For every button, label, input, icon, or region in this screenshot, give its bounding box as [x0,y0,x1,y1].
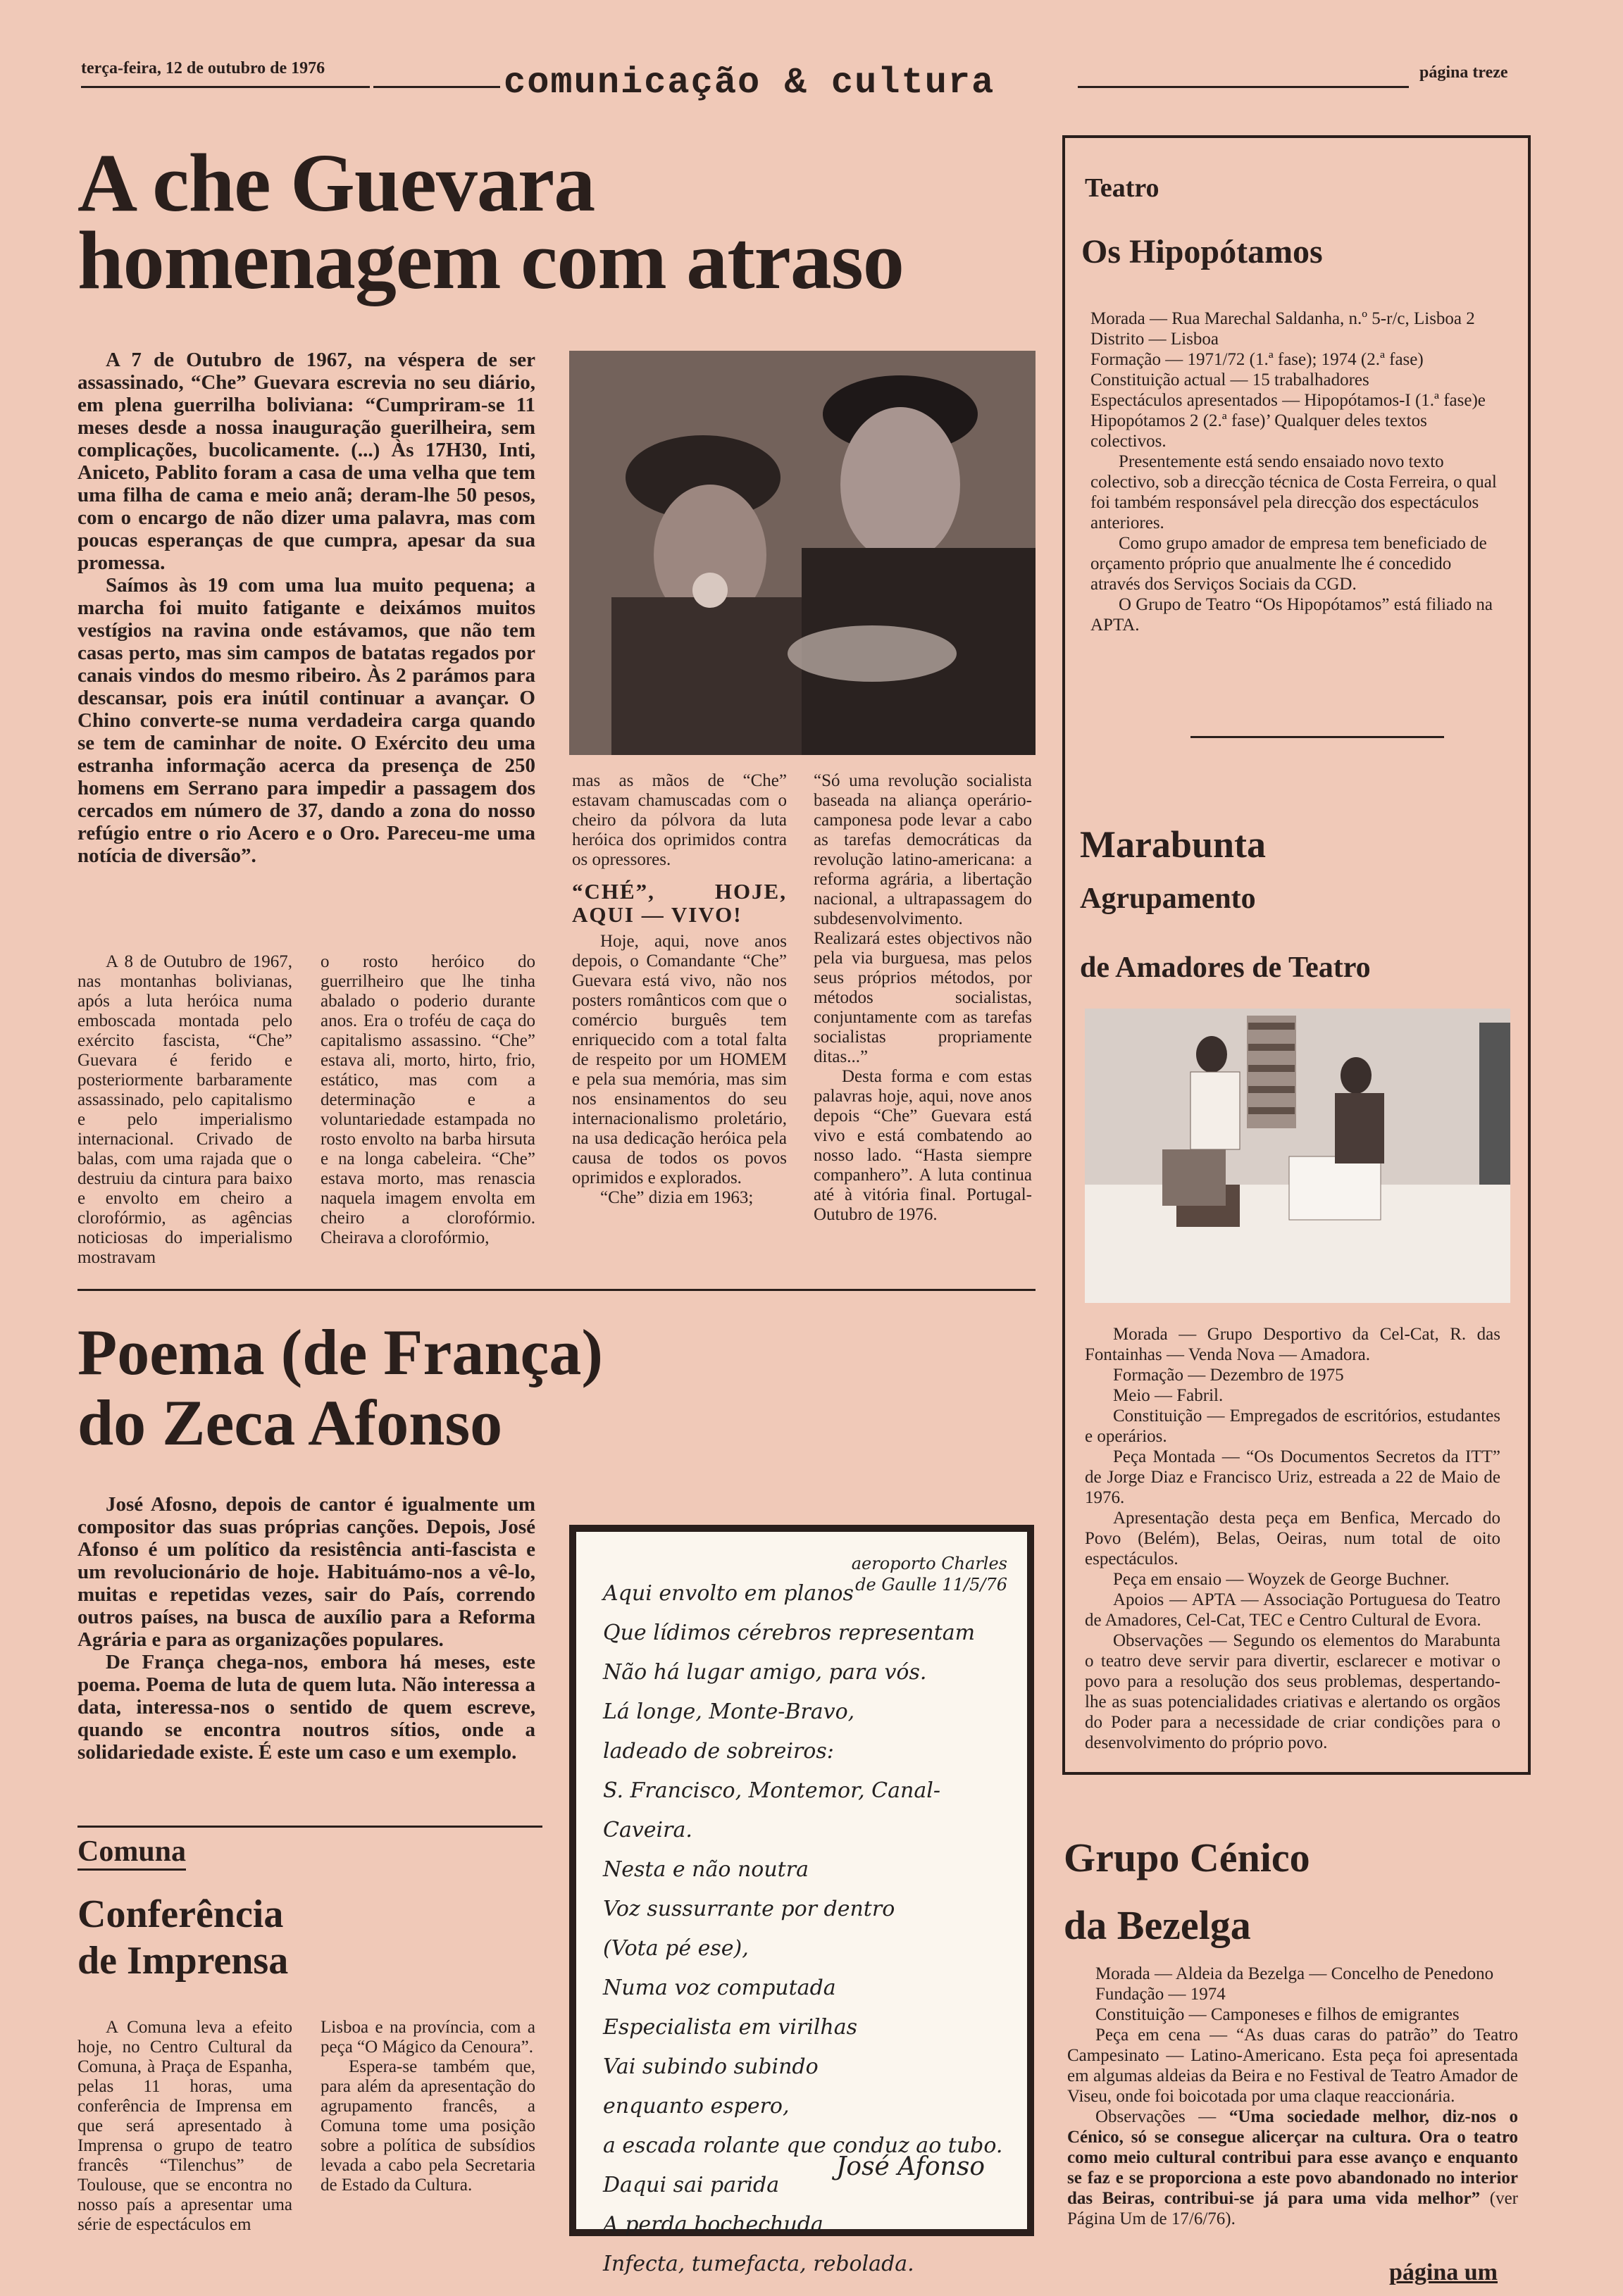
che-guevara-photo [569,351,1036,755]
poem-line: ladeado de sobreiros: [603,1739,834,1764]
hipopotamos-title: Os Hipopótamos [1081,233,1323,270]
next-page-link[interactable]: página um [1389,2259,1498,2285]
poem-line: Numa voz computada [603,1976,836,2000]
che-subheading: “CHÉ”, HOJE, AQUI — VIVO! [572,879,787,927]
poem-line: Especialista em virilhas [603,2015,858,2040]
masthead-rule-right [1078,86,1409,88]
poem-line: Nesta e não noutra [603,1857,809,1882]
poem-line: Não há lugar amigo, para vós. [603,1660,927,1685]
poem-line: S. Francisco, Montemor, Canal-Caveira. [603,1778,940,1842]
poem-signature: José Afonso [835,2152,985,2181]
hipopotamos-section: Teatro [1085,173,1159,203]
marabunta-title: Marabunta [1080,823,1267,866]
poem-line: (Vota pé ese), [603,1936,749,1961]
poema-intro: José Afosno, depois de cantor é igualmente um compositor das suas próprias canções. Depois, José Afonso é um político da resistência anti-fascista e um revolucionário de hoje. Habituámo-nos a vê-lo, muitas e repetidas vezes, sair do País, correndo outros países, na busca de auxílio para a Reforma Agrária e para as organizações populares. De França chega-nos, embora há meses, este poema. Poema de luta de quem luta. Não interessa a data, interessa-nos o sentido de quem escreve, quando se encontra noutros sítios, onde a solidariedade existe. É este um caso e um exemplo. [77,1493,535,1764]
comuna-headline: Conferência de Imprensa [77,1892,289,1983]
che-headline: A che Guevara homenagem com atraso [77,137,904,306]
che-column-1: A 8 de Outubro de 1967, nas montanhas bolivianas, após a luta heróica numa emboscada montada pelo exército fascista, “Che” Guevara é ferido e posteriormente barbaramente assassinado, pelo capitalismo e pelo imperialismo internacional. Crivado de balas, com uma rajada que o destruiu da cintura para baixo e envolto em cheiro a clorofórmio, as agências noticiosas do imperialismo mostravam [77,952,292,1267]
poem-line: Daqui sai parida [603,2173,780,2197]
poema-headline: Poema (de França) do Zeca Afonso [77,1316,603,1459]
poem-line: Voz sussurrante por dentro [603,1897,895,1921]
marabunta-subtitle-1: Agrupamento [1080,882,1256,915]
che-column-4: “Só uma revolução socialista baseada na aliança operário-camponesa pode levar a cabo as tarefas democráticas da revolução latino-americana: a reforma agrária, a libertação nacional, a ultrapassagem do subdesenvolvimento. Realizará estes objectivos não pela via burguesa, mas pelos seus próprios métodos, por métodos socialistas, conjuntamente com as tarefas socialistas propriamente ditas...” Desta forma e com estas palavras hoje, aqui, nove anos depois “Che” Guevara está vivo e está combatendo ao nosso lado. “Hasta siempre companhero”. A luta continua até à vitória final. Portugal-Outubro de 1976. [814,771,1032,1224]
masthead-rule-left [373,86,500,88]
marabunta-photo [1085,1009,1510,1303]
masthead: comunicação & cultura [504,62,995,104]
che-lead: A 7 de Outubro de 1967, na véspera de ser assassinado, “Che” Guevara escrevia no seu diário, em plena guerrilha boliviana: “Cumpriram-se 11 meses desde a nossa inauguração guerilheira, sem complicações, bucolicamente. (...) Às 17H30, Inti, Aniceto, Pablito foram a casa de uma velha que tem uma filha de cama e meio anã; deram-lhe 50 pesos, com o encargo de não dizer uma palavra, mas com poucas esperanças de que cumpra, apesar da sua promessa. Saímos às 19 com uma lua muito pequena; a marcha foi muito fatigante e deixámos muitos vestígios na ravina onde estávamos, que não tem casas perto, mas sim campos de batatas regados por canais vindos do mesmo ribeiro. Às 2 parámos para descansar, pois era inútil continuar a avançar. O Chino converte-se numa verdadeira carga quando se tem de caminhar de noite. O Exército deu uma estranha informação acerca da presença de 250 homens em Serrano para impedir a passagem dos cercados em número de 37, dando a zona do nosso refúgio entre o rio Acero e o Oro. Pareceu-me uma notícia de diversão”. [77,349,535,867]
bezelga-body: Morada — Aldeia da Bezelga — Concelho de Penedono Fundação — 1974 Constituição — Camponeses e filhos de emigrantes Peça em cena — “As duas caras do patrão” do Teatro Campesinato — Latino-Americano. Esta peça foi apresentada em algumas aldeias da Beira e no Festival de Teatro Amador de Viseu, onde foi boicotada por uma claque reaccionária. Observações — “Uma sociedade melhor, diz-nos o Cénico, só se consegue alicerçar na cultura. Ora o teatro como meio cultural contribui para esse avanço e enquanto se faz e se proporciona a este povo abandonado no interior das Beiras, contribui-se já para uma vida melhor” (ver Página Um de 17/6/76). [1067,1964,1519,2228]
poem-line: Vai subindo subindo [603,2054,819,2079]
comuna-top-rule [77,1826,542,1828]
poem-line: Que lídimos cérebros representam [603,1621,976,1645]
che-bottom-rule [77,1289,1036,1291]
che-column-3: mas as mãos de “Che” estavam chamuscadas com o cheiro da pólvora da luta heróica dos oprimidos contra os opressores. “CHÉ”, HOJE, AQUI — VIVO! Hoje, aqui, nove anos depois, o Comandante “Che” Guevara está vivo, não nos posters românticos com que o comércio burguês tem enriquecido com a total falta de respeito por um HOMEM e pela sua memória, mas sim nos ensinamentos do seu internacionalismo proletário, na usa dedicação heróica pela causa de todos os povos oprimidos e explorados. “Che” dizia em 1963; [572,771,787,1207]
letter-place-date: aeroporto Charles de Gaulle 11/5/76 [851,1554,1007,1595]
poem-line: a escada rolante que conduz ao tubo. [603,2133,1003,2158]
poem-letter [569,1525,1034,2276]
header-rule [81,86,370,88]
comuna-section: Comuna [77,1835,186,1871]
comuna-column-1: A Comuna leva a efeito hoje, no Centro Cultural da Comuna, à Praça de Espanha, pelas 11 horas, uma conferência de Imprensa em que será apresentado à Imprensa o grupo de teatro francês “Tilenchus” de Toulouse, que se encontra no nosso país a apresentar uma série de espectáculos em [77,2018,292,2234]
marabunta-body: Morada — Grupo Desportivo da Cel-Cat, R. das Fontainhas — Venda Nova — Amadora. Formação — Dezembro de 1975 Meio — Fabril. Constituição — Empregados de escritórios, estudantes e operários. Peça Montada — “Os Documentos Secretos da ITT” de Jorge Diaz e Francisco Uriz, estreada a 22 de Maio de 1976. Apresentação desta peça em Benfica, Mercado do Povo (Belém), Belas, Oeiras, num total de oito espectáculos. Peça em ensaio — Woyzek de George Buchner. Apoios — APTA — Associação Portuguesa do Teatro de Amadores, Cel-Cat, TEC e Centro Cultural de Evora. Observações — Segundo os elementos do Marabunta o teatro deve servir para divertir, esclarecer e motivar o povo para a resolução dos seus problemas, despertando-lhe as suas potencialidades criativas e alertando os orgãos do Poder para a necessidade de criar condições para o desenvolvimento do próprio povo. [1085,1325,1500,1752]
poem-line: Lá longe, Monte-Bravo, [603,1699,855,1724]
comuna-column-2: Lisboa e na província, com a peça “O Mágico da Cenoura”. Espera-se também que, para além da apresentação do agrupamento francês, a Comuna tome uma posição sobre a política de subsídios levada a cabo pela Secretaria de Estado da Cultura. [321,2018,535,2195]
divider-rule [1190,736,1444,738]
marabunta-subtitle-2: de Amadores de Teatro [1080,952,1371,984]
hipopotamos-body: Morada — Rua Marechal Saldanha, n.º 5-r/c, Lisboa 2 Distrito — Lisboa Formação — 1971/72 (1.ª fase); 1974 (2.ª fase) Constituição actual — 15 trabalhadores Espectáculos apresentados — Hipopótamos-I (1.ª fase)e Hipopótamos 2 (2.ª fase)’ Qualquer deles textos colectivos. Presentemente está sendo ensaiado novo texto colectivo, sob a direcção técnica de Costa Ferreira, o qual foi também responsável pela direcção dos espectáculos anteriores. Como grupo amador de empresa tem beneficiado de orçamento próprio que anualmente lhe é concedido através dos Serviços Sociais da CGD. O Grupo de Teatro “Os Hipopótamos” está filiado na APTA. [1090,309,1497,635]
che-column-2: o rosto heróico do guerrilheiro que lhe tinha abalado o poderio durante anos. Era o troféu de caça do capitalismo assassino. “Che” estava ali, morto, hirto, frio, estático, mas com a determinação e a voluntariedade estampada no rosto envolto na barba hirsuta e na longa cabeleira. “Che” estava morto, mas renascia naquela imagem envolta em cheiro a clorofórmio. Cheirava a clorofórmio, [321,952,535,1247]
poem-line: Aqui envolto em planos [603,1581,854,1606]
bezelga-headline: Grupo Cénico da Bezelga [1064,1835,1310,1948]
poem-line: Infecta, tumefacta, rebolada. [603,2252,914,2276]
poem-line: A perda bochechuda [603,2212,823,2237]
page-number: página treze [1419,63,1508,82]
poem-line: enquanto espero, [603,2094,790,2119]
issue-date: terça-feira, 12 de outubro de 1976 [81,59,325,77]
